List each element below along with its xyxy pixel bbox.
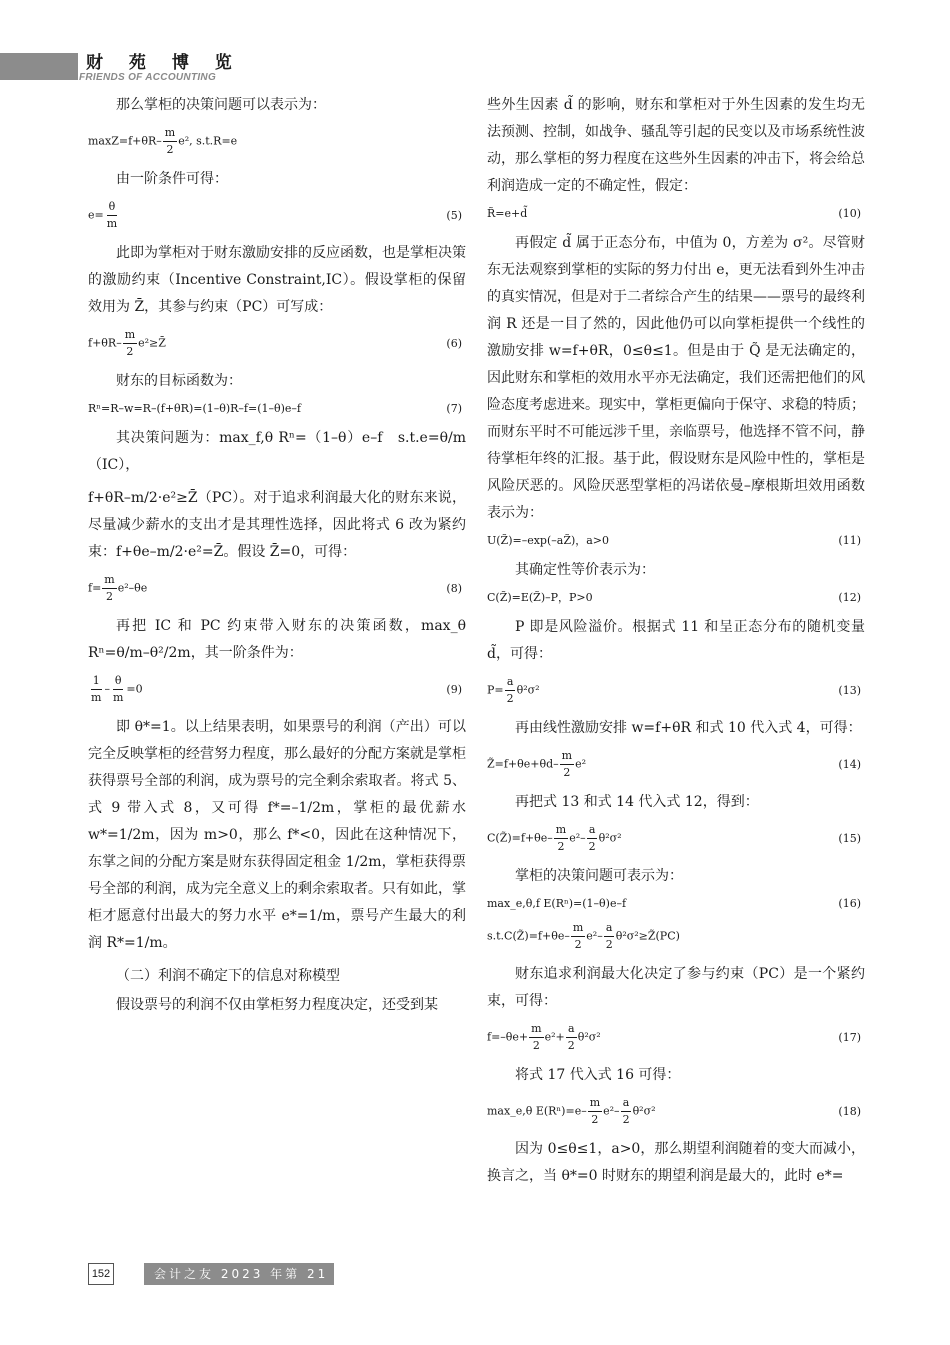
paragraph: 再把式 13 和式 14 代入式 12，得到： — [515, 794, 759, 810]
paragraph: 那么掌柜的决策问题可以表示为： — [116, 97, 326, 113]
paragraph: 假设票号的利润不仅由掌柜努力程度决定，还受到某 — [116, 997, 438, 1013]
paragraph: 其确定性等价表示为： — [515, 562, 655, 578]
equation-number: (15) — [838, 831, 861, 845]
paragraph: P 即是风险溢价。根据式 11 和呈正态分布的随机变量 d̃，可得： — [487, 619, 865, 662]
paragraph: 些外生因素 d̃ 的影响，财东和掌柜对于外生因素的发生均无法预测、控制，如战争、骚乱等引起的民变以及市场系统性波动，那么掌柜的努力程度在这些外生因素的冲击下，将会给总利润造成一定的不确定性，假定： — [487, 97, 865, 194]
equation-14: Z̃=f+θe+θd– $\frac{m}{2}$ e² (14) — [487, 749, 861, 779]
paragraph: 由一阶条件可得： — [116, 171, 228, 187]
header-bar — [0, 53, 78, 80]
section-heading: （二）利润不确定下的信息对称模型 — [116, 968, 340, 984]
paragraph: 再把 IC 和 PC 约束带入财东的决策函数，max_θ Rⁿ=θ/m–θ²/2m，其一阶条件为： — [88, 618, 466, 661]
equation-number: (17) — [838, 1030, 861, 1044]
equation-16-constraint: s.t.C(Z̃)=f+θe– $\frac{m}{2}$ e²– $\frac{a}{2}$ θ²σ²≥Z̃(PC) — [487, 921, 680, 951]
equation-8: f= $\frac{m}{2}$ e²–θe (8) — [88, 573, 462, 603]
equation-11: U(Z̃)=–exp(–aZ̃)，a>0 (11) — [487, 534, 861, 547]
equation-number: (16) — [838, 897, 861, 910]
equation-12: C(Z̃)=E(Z̃)–P，P>0 (12) — [487, 591, 861, 604]
journal-column-title: 财 苑 博 览 — [86, 53, 242, 73]
paragraph: 财东追求利润最大化决定了参与约束（PC）是一个紧约束，可得： — [487, 966, 865, 1009]
equation-18: max_e,θ E(Rⁿ)=e– $\frac{m}{2}$ e²– $\frac{a}{2}$ θ²σ² (18) — [487, 1096, 861, 1126]
journal-column-subtitle: FRIENDS OF ACCOUNTING — [79, 72, 217, 83]
paragraph: 再由线性激励安排 w=f+θR 和式 10 代入式 4，可得： — [515, 720, 862, 736]
paragraph: 此即为掌柜对于财东激励安排的反应函数，也是掌柜决策的激励约束（Incentive Constraint,IC）。假设掌柜的保留效用为 Z̄，其参与约束（PC）可写成： — [88, 245, 466, 315]
equation-9: $\frac{1}{m}$ – $\frac{\theta}{m}$ =0 (9) — [91, 674, 462, 704]
equation-number: (8) — [446, 581, 462, 595]
equation-number: (5) — [446, 208, 462, 222]
equation-15: C(Z̃)=f+θe– $\frac{m}{2}$ e²– $\frac{a}{2}$ θ²σ² (15) — [487, 823, 861, 853]
paragraph: 将式 17 代入式 16 可得： — [515, 1067, 681, 1083]
equation-6: f+θR– $\frac{m}{2}$ e²≥Z̄ (6) — [88, 328, 462, 358]
equation-17: f=–θe+ $\frac{m}{2}$ e²+ $\frac{a}{2}$ θ²σ² (17) — [487, 1022, 861, 1052]
equation-number: (18) — [838, 1104, 861, 1118]
equation-13: P= $\frac{a}{2}$ θ²σ² (13) — [487, 675, 861, 705]
left-column — [88, 92, 466, 1025]
equation-16: max_e,θ,f E(Rⁿ)=(1–θ)e–f (16) — [487, 897, 861, 910]
journal-issue: 会计之友 2023 年第 21 期 — [144, 1263, 334, 1285]
equation-number: (6) — [446, 336, 462, 350]
equation-number: (13) — [838, 683, 861, 697]
paragraph: f+θR–m/2·e²≥Z̄（PC）。对于追求利润最大化的财东来说，尽量减少薪水的支出才是其理性选择，因此将式 6 改为紧约束：f+θe–m/2·e²=Z̄。假设 Z̄=0，可得： — [88, 490, 466, 560]
equation-5: e= $\frac{\theta}{m}$ (5) — [88, 200, 462, 230]
equation-number: (12) — [838, 591, 861, 604]
equation-7: Rⁿ=R–w=R–(f+θR)=(1–θ)R–f=(1–θ)e–f (7) — [88, 402, 462, 415]
page-number: 152 — [88, 1263, 114, 1285]
paragraph: 财东的目标函数为： — [116, 373, 242, 389]
paragraph: 再假定 d̃ 属于正态分布，中值为 0，方差为 σ²。尽管财东无法观察到掌柜的实际的努力付出 e，更无法看到外生冲击的真实情况，但是对于二者综合产生的结果——票号的最终利润 R 还是一目了然的，因此他仍可以向掌柜提供一个线性的激励安排 w=f+θR，0≤θ≤1。但是由于 Q̃ 是无法确定的，因此财东和掌柜的效用水平亦无法确定，我们还需把他们的风险态度考虑进来。现实中，掌柜更偏向于保守、求稳的特质；而财东平时不可能远涉千里，亲临票号，他选择不管不问，静待掌柜年终的汇报。基于此，假设财东是风险中性的，掌柜是风险厌恶的。风险厌恶型掌柜的冯诺依曼–摩根斯坦效用函数表示为： — [487, 235, 865, 521]
equation-10: R̃=e+d̃ (10) — [487, 207, 861, 220]
equation-max-z: maxZ=f+θR– $\frac{m}{2}$ e², s.t.R=e — [88, 126, 238, 156]
equation-number: (10) — [838, 207, 861, 220]
paragraph: 掌柜的决策问题可表示为： — [515, 868, 683, 884]
paragraph: 因为 0≤θ≤1，a>0，那么期望利润随着的变大而减小，换言之，当 θ*=0 时财东的期望利润是最大的，此时 e*= — [487, 1141, 865, 1184]
equation-number: (11) — [838, 534, 861, 547]
paragraph: 其决策问题为：max_f,θ Rⁿ=（1–θ）e–f s.t.e=θ/m（IC）， — [88, 430, 466, 473]
equation-number: (9) — [446, 682, 462, 696]
right-column — [487, 92, 865, 1196]
equation-number: (14) — [838, 757, 861, 771]
paragraph: 即 θ*=1。以上结果表明，如果票号的利润（产出）可以完全反映掌柜的经营努力程度，那么最好的分配方案就是掌柜获得票号全部的利润，成为票号的完全剩余索取者。将式 5、式 9 带入式 8，又可得 f*=–1/2m，掌柜的最优薪水 w*=1/2m，因为 m>0，那么 f*<0，因此在这种情况下，东掌之间的分配方案是财东获得固定租金 1/2m，掌柜获得票号全部的利润，成为完全意义上的剩余索取者。只有如此，掌柜才愿意付出最大的努力水平 e*=1/m，票号产生最大的利润 R*=1/m。 — [88, 719, 466, 951]
equation-number: (7) — [446, 402, 462, 415]
